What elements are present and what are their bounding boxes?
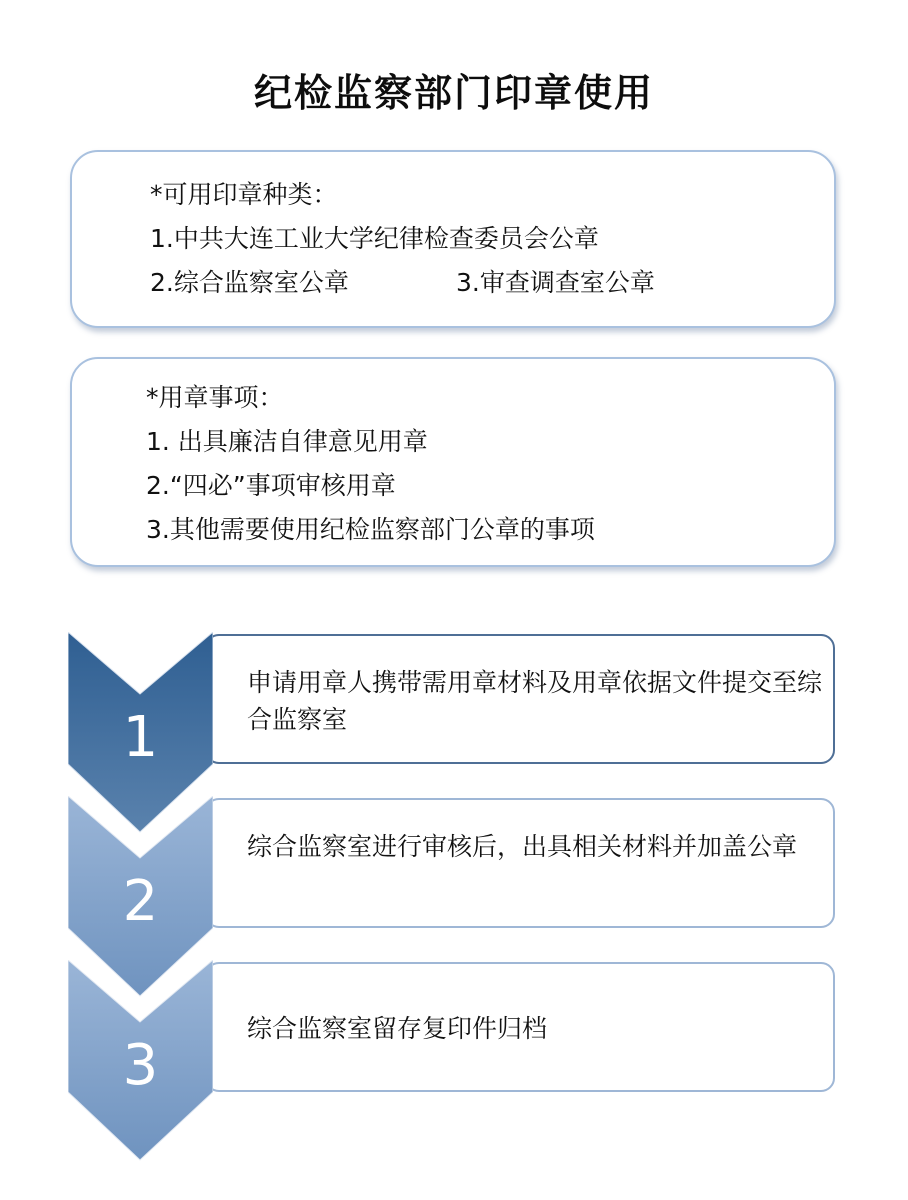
step-3-number: 3	[122, 1033, 159, 1098]
seal-type-item-3: 3.审查调查室公章	[456, 268, 655, 297]
step-3-box	[205, 962, 835, 1092]
usage-item-1: 1. 出具廉洁自律意见用章	[146, 427, 428, 456]
step-2-box	[205, 798, 835, 928]
step-3-chevron	[68, 960, 213, 1165]
seal-types-box	[70, 150, 836, 328]
step-1-box	[205, 634, 835, 764]
usage-item-3: 3.其他需要使用纪检监察部门公章的事项	[146, 515, 595, 544]
step-2-number: 2	[122, 869, 159, 934]
usage-item-2: 2.“四必”事项审核用章	[146, 471, 396, 500]
seal-types-heading: *可用印章种类：	[150, 180, 338, 209]
step-2-text: 综合监察室进行审核后，出具相关材料并加盖公章	[247, 832, 798, 861]
page-title: 纪检监察部门印章使用	[253, 70, 654, 115]
step-3-text: 综合监察室留存复印件归档	[247, 1014, 548, 1043]
usage-box	[70, 357, 836, 567]
usage-heading: *用章事项：	[146, 383, 284, 412]
seal-type-item-1: 1.中共大连工业大学纪律检查委员会公章	[150, 224, 599, 253]
seal-type-item-2: 2.综合监察室公章	[150, 268, 349, 297]
step-1-text: 申请用章人携带需用章材料及用章依据文件提交至综合监察室	[247, 668, 823, 734]
step-1-number: 1	[122, 705, 159, 770]
